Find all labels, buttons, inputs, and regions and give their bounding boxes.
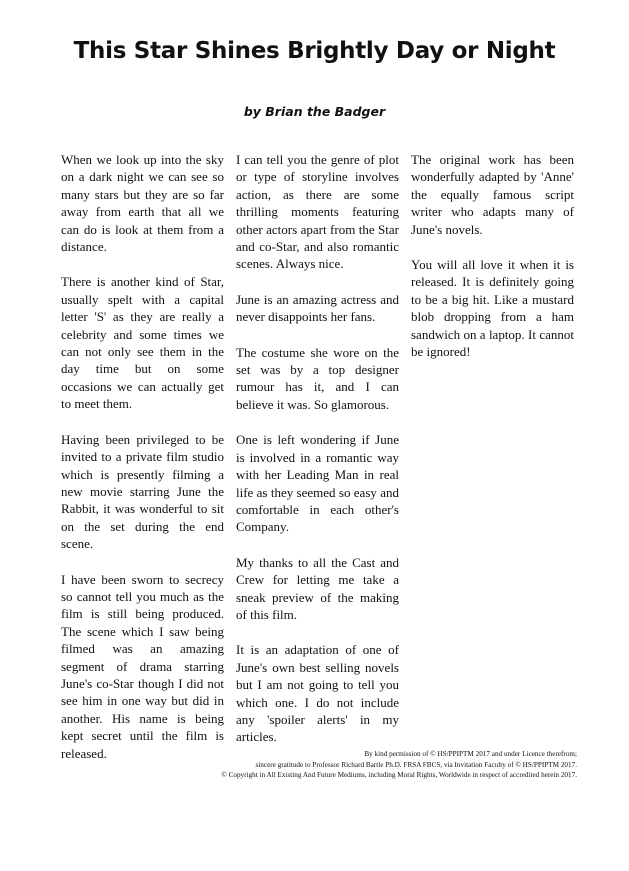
article-body [61,151,574,780]
article-title: This Star Shines Brightly Day or Night [73,38,556,64]
paragraph: My thanks to all the Cast and Crew for letting me take a sneak preview of the making of this film. [236,554,399,622]
paragraph: There is another kind of Star, usually spelt with a capital letter 'S' as they are really a celebrity and some times we can not only see them in the day time but on some occasions we can actually get to meet them. [61,274,224,412]
paragraph: It is an adaptation of one of June's own best selling novels but I am not going to tell you which one. I do not include any 'spoiler alerts' in my articles. [236,642,399,745]
paragraph: I can tell you the genre of plot or type of storyline involves action, as there are some thrilling moments featuring other actors apart from the Star and co-Star, and also romantic scenes. Always nice. [236,152,399,272]
paragraph: Having been privileged to be invited to a private film studio which is presently filming a new movie starring June the Rabbit, it was wonderful to sit on the set during the end scene. [61,431,224,552]
paragraph: I have been sworn to secrecy so cannot tell you much as the film is still being produced. The scene which I saw being filmed was an amazing segment of drama starring June's co-Star though I did not see him in one way but did in another. His name is being kept secret until the film is released. [61,571,224,761]
paragraph: The original work has been wonderfully adapted by 'Anne' the equally famous script writer who adapts many of June's novels. [411,152,574,237]
column-1 [61,151,224,780]
paragraph: You will all love it when it is released. It is definitely going to be a big hit. Like a mustard blob dropping from a ham sandwich on a laptop. It cannot be ignored! [411,257,574,360]
column-3 [411,151,574,780]
footer-line: By kind permission of © HS/PPIPTM 2017 and under Licence therefrom; [364,750,577,758]
paragraph: The costume she wore on the set was by a top designer rumour has it, and I can believe it was. So glamorous. [236,344,399,412]
column-2 [236,151,399,780]
footer-line: sincere gratitude to Professor Richard Bartle Ph.D. FRSA FBCS, via Invitation Faculty of © HS/PPIPTM 2017. [255,760,577,769]
paragraph: When we look up into the sky on a dark night we can see so many stars but they are so far away from earth that all we can do is look at them from a distance. [61,152,224,255]
footer-line: © Copyright in All Existing And Future Mediums, including Moral Rights, Worldwide in respect of accredited herein 2017. [221,771,577,779]
copyright-footer [57,749,577,781]
paragraph: One is left wondering if June is involved in a romantic way with her Leading Man in real life as they seemed so easy and comfortable in each other's Company. [236,432,399,535]
paragraph: June is an amazing actress and never disappoints her fans. [236,291,399,325]
author-byline: by Brian the Badger [243,104,386,119]
